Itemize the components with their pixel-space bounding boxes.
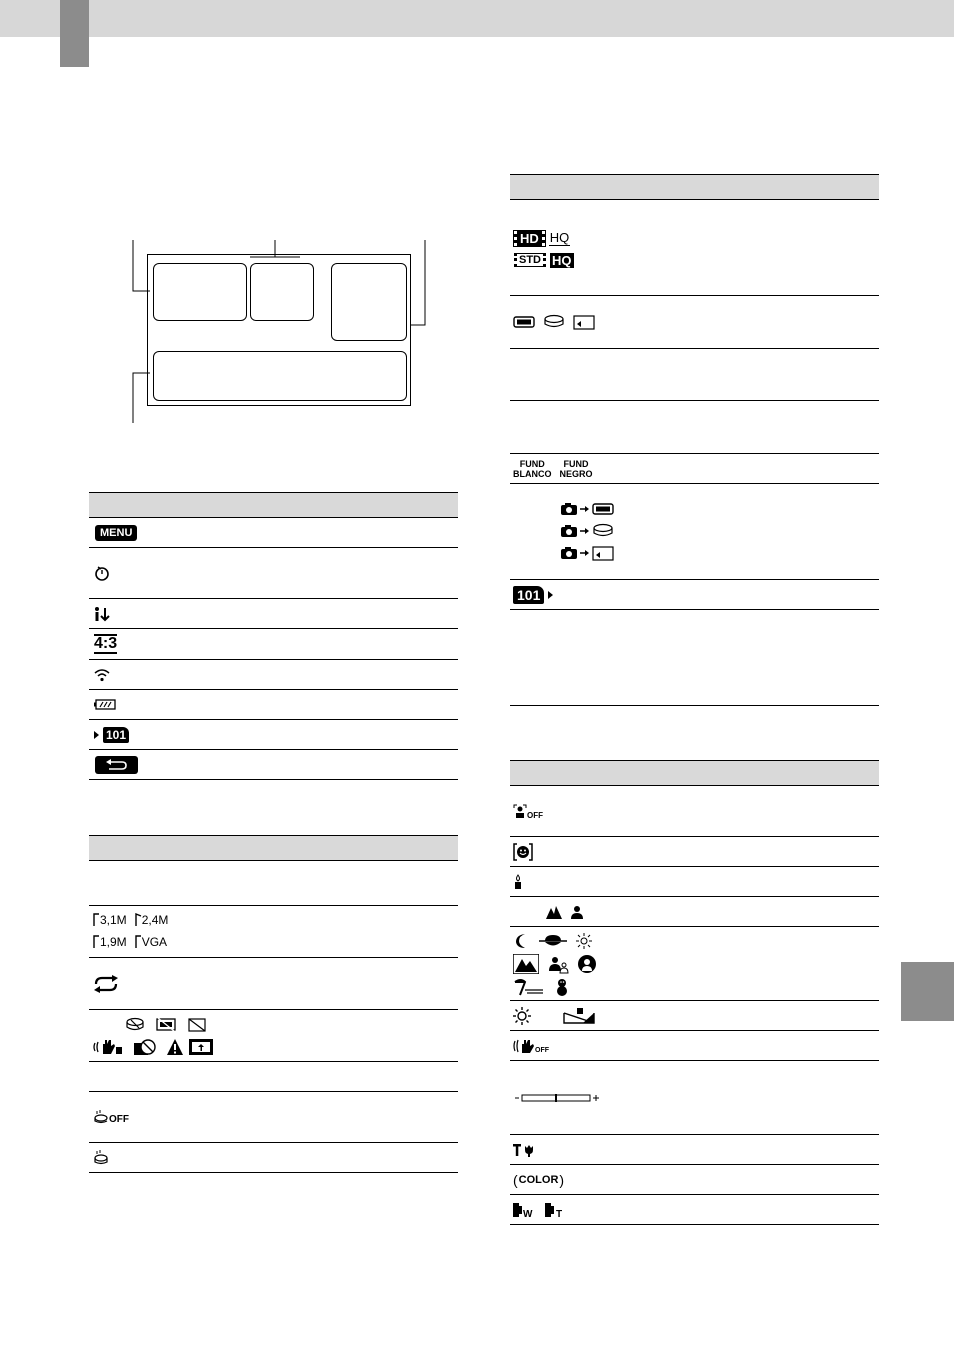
- hq-std-mode-icon: HQ: [552, 252, 572, 268]
- fund-blanco-icon: FUND BLANCO: [513, 459, 552, 479]
- table-row: [89, 548, 458, 599]
- table-row: [510, 580, 879, 610]
- table-row: [89, 599, 458, 629]
- table-row: [89, 1062, 458, 1092]
- x-v-color-icon: COLOR: [518, 1173, 559, 1186]
- tele-macro-icon: [513, 1142, 535, 1158]
- side-index-tab: [901, 962, 954, 1021]
- camera-icon: [560, 502, 578, 516]
- hard-disk-icon: [592, 523, 614, 539]
- aspect-ratio-icon: 4:3: [94, 635, 118, 652]
- fund-negro-icon: FUND NEGRO: [559, 459, 593, 479]
- memory-card-icon: [573, 315, 595, 330]
- table-row: [89, 1143, 458, 1173]
- memory-card-icon: [592, 546, 614, 561]
- folder-icon: 101: [103, 727, 129, 743]
- landscape-scene-icon: [513, 954, 539, 974]
- table-row: [89, 629, 458, 660]
- color-paren-left: (: [513, 1171, 518, 1188]
- internal-memory-icon: [592, 502, 614, 516]
- upload-arrow-icon: [94, 606, 110, 622]
- arrow-right-icon: [580, 549, 590, 557]
- play-triangle-icon: [94, 731, 99, 739]
- table-header: [510, 174, 879, 200]
- table-row: [89, 660, 458, 690]
- table-row: [510, 296, 879, 349]
- self-timer-icon: [94, 565, 110, 581]
- table-row: [89, 1010, 458, 1062]
- left-table-1: [89, 492, 458, 780]
- chapter-tab: [60, 0, 89, 67]
- steadyshot-icon: [513, 1038, 535, 1054]
- dust-filter-icon: [93, 1150, 109, 1166]
- white-balance-sun-icon: [513, 1007, 531, 1025]
- table-row: [510, 200, 879, 296]
- screen-zone-right: [331, 263, 407, 341]
- screen-zone-center: [250, 263, 314, 321]
- image-size-24-icon: 2,4M: [135, 913, 169, 927]
- internal-memory-icon: [513, 315, 535, 329]
- table-row: [510, 484, 879, 580]
- table-row: [510, 1195, 879, 1225]
- hq-mode-icon: HQ: [549, 230, 570, 245]
- image-size-vga-icon: VGA: [135, 935, 167, 949]
- table-row: [510, 867, 879, 897]
- color-paren-right: ): [559, 1171, 565, 1188]
- conversion-lens-wide-icon: [513, 1202, 535, 1218]
- beach-icon: [513, 978, 545, 996]
- table-header: [510, 760, 879, 786]
- table-header: [89, 492, 458, 518]
- hd-quality-icon: HD: [514, 231, 545, 246]
- table-row: [510, 1001, 879, 1031]
- image-size-31-icon: 3,1M: [93, 913, 127, 927]
- repeat-icon: [92, 975, 120, 993]
- svg-text:T: T: [556, 1208, 563, 1218]
- table-row: OFF: [89, 1092, 458, 1143]
- table-row: OFF: [510, 1031, 879, 1061]
- face-detect-off-icon: [513, 804, 527, 818]
- spotlight-icon: [577, 954, 597, 974]
- menu-icon: MENU: [95, 525, 137, 541]
- table-row: OFF: [510, 786, 879, 837]
- table-row: [89, 518, 458, 548]
- table-row: [89, 750, 458, 780]
- table-row: [510, 927, 879, 1001]
- camera-shake-warning-icon: [93, 1038, 123, 1056]
- table-row: [89, 906, 458, 958]
- right-table-2: [510, 760, 879, 1225]
- card-warning-icon: [187, 1017, 207, 1032]
- table-row: [510, 1061, 879, 1135]
- play-triangle-icon: [548, 591, 553, 599]
- fireworks-icon: [575, 932, 593, 950]
- one-push-white-balance-icon: [563, 1007, 595, 1025]
- screen-zone-left: [153, 263, 247, 321]
- table-row: [510, 349, 879, 401]
- battery-icon: [94, 699, 116, 710]
- table-row: [89, 958, 458, 1010]
- hdd-warning-icon: [125, 1017, 145, 1032]
- table-row: [89, 720, 458, 750]
- snow-icon: [553, 978, 571, 996]
- dust-filter-off-icon: [93, 1110, 109, 1124]
- table-row: [510, 1135, 879, 1165]
- memory-warning-icon: [155, 1017, 177, 1032]
- screen-diagram: [147, 254, 411, 406]
- table-row: [510, 610, 879, 706]
- image-size-19-icon: 1,9M: [93, 935, 127, 949]
- screen-zone-bottom: [153, 351, 407, 401]
- table-row: [89, 861, 458, 906]
- table-row: [510, 1165, 879, 1195]
- camera-icon: [560, 524, 578, 538]
- table-row: [510, 454, 879, 484]
- smile-shutter-icon: [513, 843, 533, 861]
- exposure-slider-icon: [515, 1093, 601, 1103]
- right-table-1: [510, 174, 879, 706]
- conversion-lens-tele-icon: [545, 1202, 567, 1218]
- low-lux-candle-icon: [513, 874, 523, 890]
- sunset-icon: [539, 933, 567, 949]
- arrow-right-icon: [580, 505, 590, 513]
- night-scene-icon: [513, 933, 531, 949]
- table-row: [510, 897, 879, 927]
- landscape-focus-icon: [546, 905, 562, 919]
- portrait-focus-icon: [570, 905, 584, 919]
- svg-text:W: W: [523, 1208, 533, 1218]
- table-row: [510, 401, 879, 454]
- disc-speed-warning-icon: [133, 1037, 157, 1057]
- arrow-right-icon: [580, 527, 590, 535]
- table-row: [510, 837, 879, 867]
- table-row: [89, 690, 458, 720]
- portrait-scene-icon: [547, 954, 569, 974]
- camera-icon: [560, 546, 578, 560]
- alert-memory-card-icon: [167, 1038, 215, 1056]
- std-quality-icon: STD: [514, 253, 546, 267]
- folder-icon: 101: [513, 586, 544, 604]
- left-table-2: [89, 835, 458, 1173]
- return-button-icon: [95, 756, 138, 774]
- hard-disk-icon: [543, 314, 565, 330]
- table-header: [89, 835, 458, 861]
- wifi-icon: [94, 668, 110, 682]
- page-header-bar: [0, 0, 954, 37]
